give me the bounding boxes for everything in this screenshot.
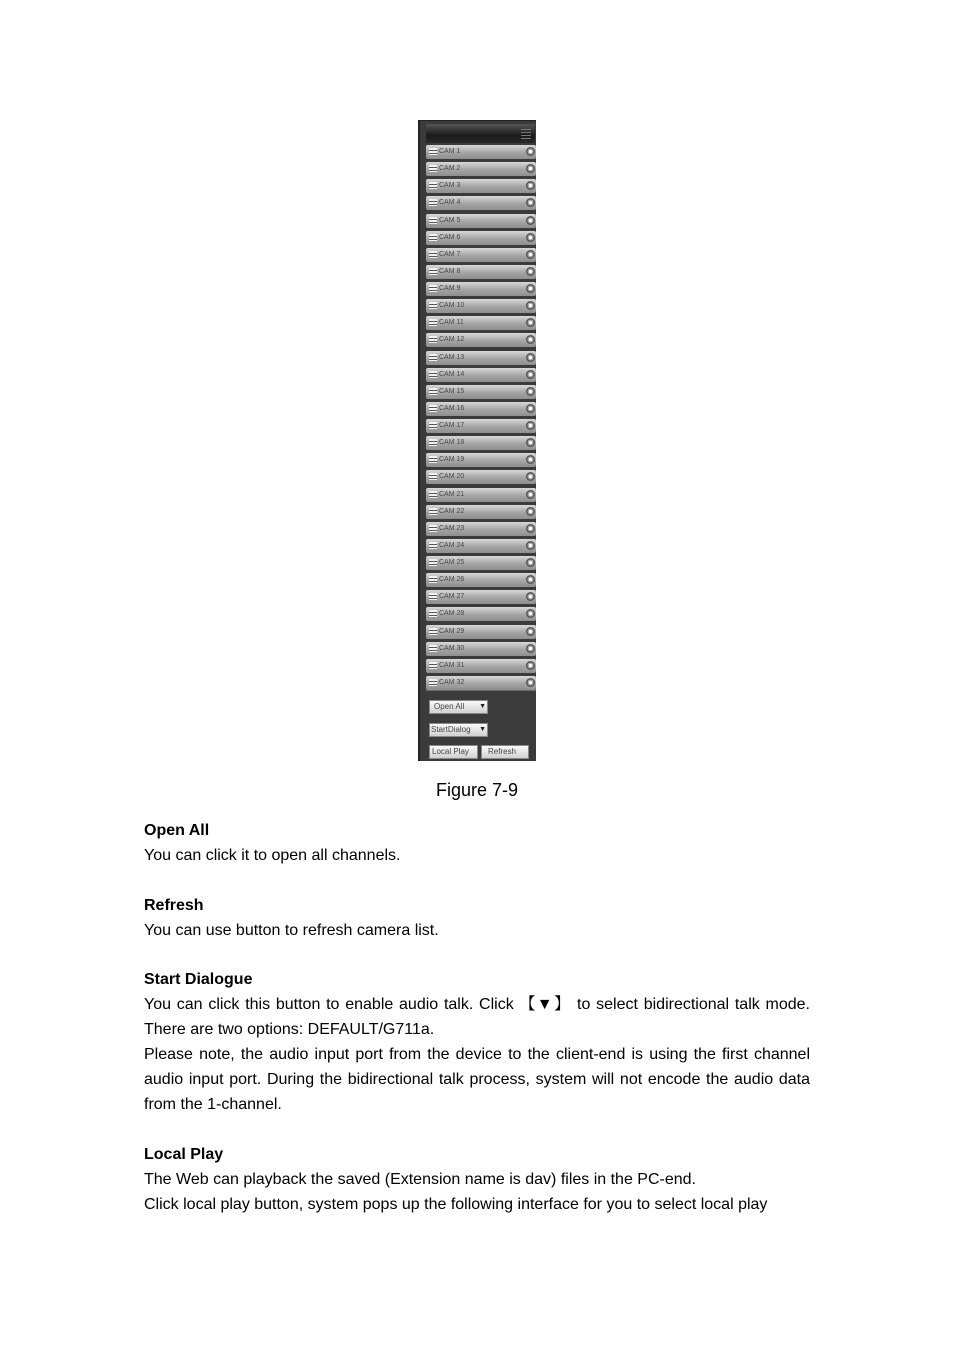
section-heading: Local Play — [144, 1145, 224, 1163]
camera-label: CAM 19 — [439, 456, 465, 464]
section — [144, 818, 810, 868]
camera-row[interactable] — [426, 265, 536, 279]
camera-icon — [429, 268, 437, 275]
camera-row[interactable] — [426, 385, 536, 399]
camera-label: CAM 11 — [439, 319, 464, 327]
camera-label: CAM 29 — [439, 627, 465, 635]
section-heading: Start Dialogue — [144, 971, 253, 988]
open-channel-icon[interactable] — [526, 438, 535, 447]
camera-row[interactable] — [426, 470, 536, 484]
camera-label: CAM 10 — [439, 302, 465, 310]
camera-row[interactable] — [426, 231, 536, 245]
camera-row[interactable] — [426, 590, 536, 604]
camera-row[interactable] — [426, 505, 536, 519]
camera-icon — [429, 491, 437, 498]
open-channel-icon[interactable] — [526, 318, 535, 327]
panel-header — [426, 124, 535, 143]
camera-label: CAM 16 — [439, 404, 465, 412]
start-dialog-dropdown[interactable] — [429, 723, 488, 737]
camera-label: CAM 15 — [439, 387, 465, 395]
camera-row[interactable] — [426, 488, 536, 502]
camera-icon — [429, 148, 437, 155]
camera-icon — [429, 302, 437, 309]
camera-row[interactable] — [426, 539, 536, 553]
camera-icon — [429, 388, 437, 395]
open-channel-icon[interactable] — [526, 575, 535, 584]
camera-row[interactable] — [426, 214, 536, 228]
camera-label: CAM 20 — [439, 473, 465, 481]
open-channel-icon[interactable] — [526, 541, 535, 550]
start-dialog-label: StartDialog — [431, 725, 471, 734]
open-channel-icon[interactable] — [526, 421, 535, 430]
camera-list-panel — [418, 120, 536, 761]
camera-icon — [429, 439, 437, 446]
camera-icon — [429, 473, 437, 480]
camera-icon — [429, 165, 437, 172]
section-paragraph: Please note, the audio input port from the device to the client-end is using the first channel audio input port. During the bidirectional talk process, system will not encode the audio data from the 1-channel. — [144, 1046, 810, 1113]
camera-label: CAM 9 — [439, 285, 461, 292]
camera-icon — [429, 679, 437, 686]
camera-label: CAM 26 — [439, 576, 465, 584]
document-body — [144, 818, 810, 1241]
open-channel-icon[interactable] — [526, 404, 535, 413]
camera-label: CAM 3 — [439, 182, 461, 190]
camera-label: CAM 17 — [439, 422, 465, 429]
dropdown-arrow-icon: ▼ — [479, 703, 486, 710]
section — [144, 967, 810, 1117]
camera-icon — [429, 182, 437, 189]
open-channel-icon[interactable] — [526, 455, 535, 464]
open-all-dropdown[interactable] — [429, 700, 488, 714]
camera-icon — [429, 593, 437, 600]
camera-row[interactable] — [426, 196, 536, 210]
camera-icon — [429, 285, 437, 292]
camera-icon — [429, 576, 437, 583]
camera-label: CAM 22 — [439, 507, 465, 515]
camera-icon — [429, 354, 437, 361]
camera-icon — [429, 371, 437, 378]
open-channel-icon[interactable] — [526, 301, 535, 310]
camera-label: CAM 5 — [439, 216, 461, 224]
open-channel-icon[interactable] — [526, 353, 535, 362]
camera-icon — [429, 542, 437, 549]
camera-row[interactable] — [426, 368, 536, 382]
camera-row[interactable] — [426, 351, 536, 365]
camera-label: CAM 32 — [439, 678, 465, 686]
camera-icon — [429, 234, 437, 241]
open-channel-icon[interactable] — [526, 164, 535, 173]
open-channel-icon[interactable] — [526, 490, 535, 499]
camera-row[interactable] — [426, 676, 536, 690]
camera-label: CAM 18 — [439, 439, 465, 447]
camera-row[interactable] — [426, 248, 536, 262]
camera-label: CAM 13 — [439, 353, 465, 361]
camera-icon — [429, 525, 437, 532]
open-channel-icon[interactable] — [526, 644, 535, 653]
camera-icon — [429, 508, 437, 515]
open-channel-icon[interactable] — [526, 181, 535, 190]
figure-caption: Figure 7-9 — [435, 780, 519, 800]
camera-icon — [429, 217, 437, 224]
refresh-button[interactable]: Refresh — [481, 745, 529, 759]
camera-row[interactable] — [426, 436, 536, 450]
camera-label: CAM 7 — [439, 250, 461, 258]
camera-icon — [429, 251, 437, 258]
section — [144, 893, 810, 943]
local-play-button[interactable]: Local Play — [429, 745, 478, 759]
camera-row[interactable] — [426, 642, 536, 656]
section — [144, 1142, 810, 1217]
camera-label: CAM 24 — [439, 541, 465, 549]
camera-icon — [429, 319, 437, 326]
open-channel-icon[interactable] — [526, 627, 535, 636]
camera-row[interactable] — [426, 282, 536, 296]
section-paragraph: You can click it to open all channels. — [144, 847, 401, 864]
camera-row[interactable] — [426, 625, 536, 639]
camera-row[interactable] — [426, 333, 536, 347]
camera-row[interactable] — [426, 659, 536, 673]
open-channel-icon[interactable] — [526, 592, 535, 601]
open-channel-icon[interactable] — [526, 609, 535, 618]
camera-label: CAM 2 — [439, 165, 461, 173]
camera-label: CAM 28 — [439, 610, 465, 618]
camera-label: CAM 31 — [439, 661, 465, 669]
section-paragraph: The Web can playback the saved (Extension name is dav) files in the PC-end. — [144, 1170, 696, 1188]
camera-icon — [429, 422, 437, 429]
open-channel-icon[interactable] — [526, 558, 535, 567]
camera-label: CAM 30 — [439, 644, 465, 652]
camera-icon — [429, 662, 437, 669]
open-all-label: Open All — [434, 702, 465, 711]
camera-row[interactable] — [426, 179, 536, 193]
open-channel-icon[interactable] — [526, 233, 535, 242]
open-channel-icon[interactable] — [526, 335, 535, 344]
open-channel-icon[interactable] — [526, 250, 535, 259]
camera-label: CAM 14 — [439, 370, 465, 378]
open-channel-icon[interactable] — [526, 678, 535, 687]
camera-icon — [429, 405, 437, 412]
open-channel-icon[interactable] — [526, 284, 535, 293]
open-channel-icon[interactable] — [526, 147, 535, 156]
section-heading: Refresh — [144, 896, 204, 914]
camera-row[interactable] — [426, 316, 536, 330]
camera-row[interactable] — [426, 556, 536, 570]
open-channel-icon[interactable] — [526, 524, 535, 533]
camera-label: CAM 1 — [439, 148, 461, 155]
camera-row[interactable] — [426, 162, 536, 176]
section-heading: Open All — [144, 822, 210, 839]
open-channel-icon[interactable] — [526, 472, 535, 481]
camera-label: CAM 4 — [439, 199, 461, 207]
camera-label: CAM 21 — [439, 490, 465, 498]
camera-icon — [429, 645, 437, 652]
camera-icon — [429, 610, 437, 617]
open-channel-icon[interactable] — [526, 507, 535, 516]
section-paragraph: Click local play button, system pops up the following interface for you to select local play — [144, 1195, 768, 1213]
divider — [426, 690, 536, 691]
camera-row[interactable] — [426, 419, 536, 433]
camera-label: CAM 27 — [439, 593, 465, 601]
camera-row[interactable] — [426, 402, 536, 416]
camera-label: CAM 12 — [439, 336, 465, 344]
open-channel-icon[interactable] — [526, 267, 535, 276]
camera-icon — [429, 456, 437, 463]
open-channel-icon[interactable] — [526, 661, 535, 670]
camera-label: CAM 25 — [439, 559, 465, 566]
section-paragraph: You can use button to refresh camera list. — [144, 921, 439, 939]
dropdown-arrow-icon: ▼ — [479, 726, 486, 733]
camera-icon — [429, 336, 437, 343]
camera-row[interactable] — [426, 299, 536, 313]
camera-row[interactable] — [426, 607, 536, 621]
camera-row[interactable] — [426, 145, 536, 159]
grip-icon[interactable] — [521, 129, 531, 139]
camera-list — [426, 145, 536, 693]
camera-icon — [429, 628, 437, 635]
open-channel-icon[interactable] — [526, 387, 535, 396]
section-paragraph: You can click this button to enable audio talk. Click 【▼】 to select bidirectional talk mode. There are two options: DEFAULT/G711a. — [144, 996, 810, 1038]
camera-label: CAM 8 — [439, 267, 461, 275]
camera-label: CAM 23 — [439, 524, 465, 532]
camera-row[interactable] — [426, 453, 536, 467]
camera-row[interactable] — [426, 522, 536, 536]
camera-label: CAM 6 — [439, 233, 461, 241]
open-channel-icon[interactable] — [526, 216, 535, 225]
open-channel-icon[interactable] — [526, 198, 535, 207]
camera-row[interactable] — [426, 573, 536, 587]
open-channel-icon[interactable] — [526, 370, 535, 379]
camera-icon — [429, 199, 437, 206]
camera-icon — [429, 559, 437, 566]
